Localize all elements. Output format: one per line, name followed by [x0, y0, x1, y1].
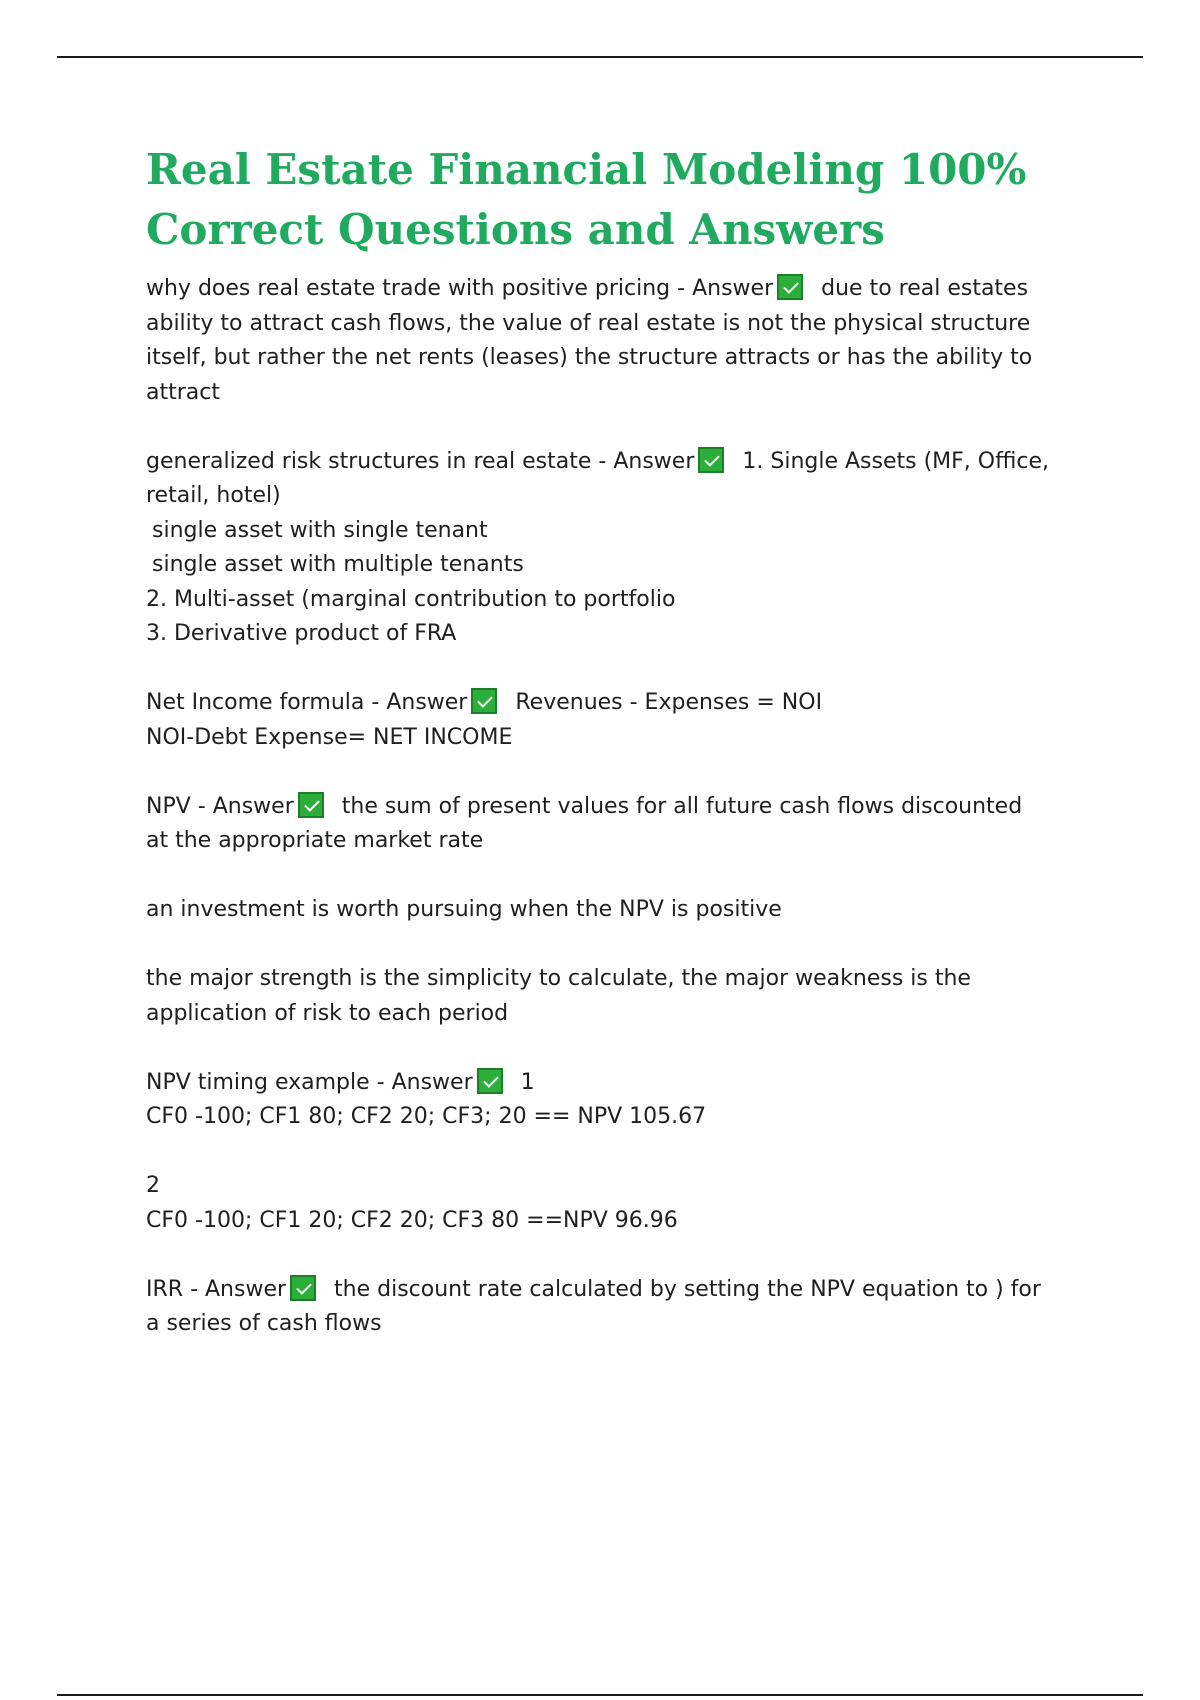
answer-line: the sum of present values for all future cash flows discounted — [341, 793, 1023, 819]
answer-line: CF0 -100; CF1 80; CF2 20; CF3; 20 == NPV 105.67 — [146, 1104, 707, 1129]
answer-paragraph — [146, 962, 1086, 1031]
qa-list — [146, 272, 1086, 1342]
question-text: NPV — [146, 793, 191, 819]
answer-line: attract — [146, 379, 220, 405]
answer-line: itself, but rather the net rents (leases) the structure attracts or has the ability to — [146, 345, 1033, 370]
answer-line: the major strength is the simplicity to calculate, the major weakness is the — [146, 966, 971, 991]
qa-item — [146, 1066, 1086, 1135]
answer-marker: - Answer — [197, 793, 294, 819]
qa-first-line — [146, 272, 1086, 307]
answer-line: 2 — [146, 1173, 160, 1198]
footer-rule — [57, 1694, 1143, 1696]
question-text: why does real estate trade with positive pricing — [146, 276, 671, 301]
check-box-icon — [471, 688, 497, 714]
answer-marker: - Answer — [190, 1276, 287, 1302]
qa-first-line — [146, 790, 1086, 825]
answer-line: the discount rate calculated by setting the NPV equation to ) for — [334, 1276, 1041, 1302]
title-line: Real Estate Financial Modeling 100% — [146, 145, 1027, 194]
qa-item — [146, 272, 1086, 410]
answer-line: 1 — [520, 1069, 535, 1095]
answer-line: 2. Multi-asset (marginal contribution to portfolio — [146, 586, 676, 612]
answer-line: 3. Derivative product of FRA — [146, 621, 457, 646]
answer-line: due to real estates — [821, 276, 1029, 301]
answer-marker: - Answer — [376, 1069, 473, 1095]
answer-line: ability to attract cash flows, the value of real estate is not the physical structure — [146, 310, 1031, 336]
answer-paragraph — [146, 1169, 1086, 1238]
answer-line: retail, hotel) — [146, 483, 281, 508]
question-text: generalized risk structures in real estate — [146, 448, 592, 474]
answer-line: single asset with single tenant — [152, 517, 488, 543]
check-box-icon — [290, 1275, 316, 1301]
answer-line: 1. Single Assets (MF, Office, — [742, 448, 1050, 474]
answer-line: an investment is worth pursuing when the NPV is positive — [146, 897, 782, 922]
qa-item — [146, 1273, 1086, 1342]
answer-marker: - Answer — [598, 448, 695, 474]
qa-first-line — [146, 686, 1086, 721]
question-text: NPV timing example — [146, 1069, 370, 1095]
qa-item — [146, 445, 1086, 652]
answer-line: single asset with multiple tenants — [152, 552, 524, 577]
check-box-icon — [477, 1068, 503, 1094]
check-box-icon — [698, 447, 724, 473]
answer-line: a series of cash flows — [146, 1311, 382, 1336]
qa-item — [146, 686, 1086, 755]
answer-line: NOI-Debt Expense= NET INCOME — [146, 724, 513, 750]
qa-first-line — [146, 445, 1086, 480]
question-text: IRR — [146, 1276, 184, 1302]
check-box-icon — [298, 792, 324, 818]
page-title — [146, 140, 1086, 260]
answer-paragraph — [146, 893, 1086, 928]
qa-item — [146, 790, 1086, 859]
answer-line: at the appropriate market rate — [146, 828, 484, 853]
answer-line: application of risk to each period — [146, 1000, 509, 1026]
document-body — [146, 140, 1086, 1376]
question-text: Net Income formula — [146, 690, 365, 715]
answer-line: Revenues - Expenses = NOI — [515, 690, 823, 715]
qa-first-line — [146, 1273, 1086, 1308]
title-line: Correct Questions and Answers — [146, 205, 885, 254]
header-rule — [57, 56, 1143, 58]
qa-first-line — [146, 1066, 1086, 1101]
answer-line: CF0 -100; CF1 20; CF2 20; CF3 80 ==NPV 96.96 — [146, 1207, 678, 1233]
check-box-icon — [777, 274, 803, 300]
answer-marker: - Answer — [677, 276, 774, 301]
answer-marker: - Answer — [371, 690, 468, 715]
